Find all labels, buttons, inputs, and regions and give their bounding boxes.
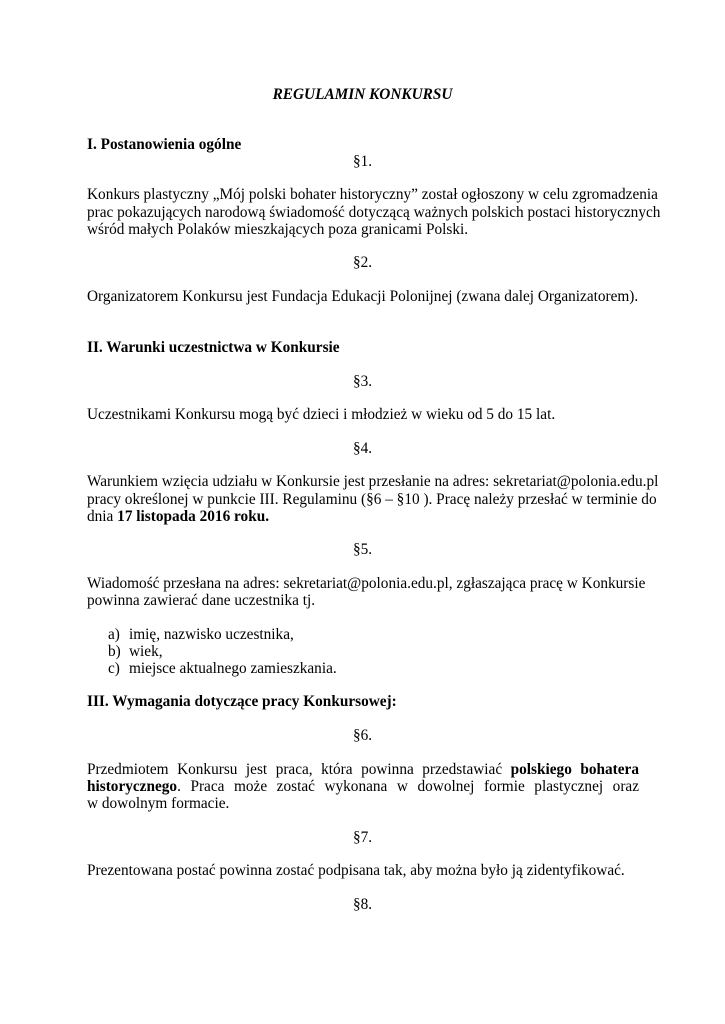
list-item (108, 643, 163, 661)
deadline-date: 17 listopada 2016 roku. (117, 508, 270, 525)
subject-emphasis: polskiego bohatera (510, 761, 639, 778)
list-item-text: imię, nazwisko uczestnika, (129, 626, 294, 643)
paragraph-number-4: §4. (352, 440, 373, 457)
paragraph-5-line-2: powinna zawierać dane uczestnika tj. (87, 592, 316, 609)
list-item (108, 660, 337, 678)
paragraph-number-6: §6. (352, 727, 373, 744)
paragraph-4-line-3 (87, 508, 269, 526)
form-text: . Praca może zostać wykonana w dowolnej formie plastycznej oraz (177, 778, 639, 795)
paragraph-3-text: Uczestnikami Konkursu mogą być dzieci i młodzież w wieku od 5 do 15 lat. (87, 406, 556, 423)
paragraph-1-line-1: Konkurs plastyczny „Mój polski bohater historyczny” został ogłoszony w celu zgromadzenia (87, 186, 658, 203)
list-item (108, 626, 294, 644)
paragraph-6-line-2 (87, 778, 639, 796)
paragraph-number-5: §5. (352, 541, 373, 558)
list-marker: c) (108, 660, 120, 677)
paragraph-4-line-2: pracy określonej w punkcie III. Regulaminu (§6 – §10 ). Pracę należy przesłać w terminie do (87, 491, 657, 508)
paragraph-2-text: Organizatorem Konkursu jest Fundacja Edukacji Polonijnej (zwana dalej Organizatorem). (87, 288, 639, 305)
paragraph-7-text: Prezentowana postać powinna zostać podpisana tak, aby można było ją zidentyfikować. (87, 862, 625, 879)
paragraph-1-line-2: prac pokazujących narodową świadomość dotyczącą ważnych polskich postaci historycznych (87, 204, 661, 221)
list-marker: a) (108, 626, 120, 643)
deadline-prefix: dnia (87, 508, 118, 525)
paragraph-number-7: §7. (352, 829, 373, 846)
section-heading-general: I. Postanowienia ogólne (87, 136, 242, 153)
list-item-text: miejsce aktualnego zamieszkania. (129, 660, 337, 677)
section-heading-participation: II. Warunki uczestnictwa w Konkursie (87, 339, 340, 356)
paragraph-6-line-3: w dowolnym formacie. (87, 795, 230, 812)
paragraph-number-1: §1. (352, 153, 373, 170)
subject-text: Przedmiotem Konkursu jest praca, która powinna przedstawiać (87, 761, 511, 778)
list-item-text: wiek, (129, 643, 163, 660)
section-heading-requirements: III. Wymagania dotyczące pracy Konkursowej: (87, 693, 397, 710)
subject-emphasis-cont: historycznego (87, 778, 178, 795)
paragraph-6-line-1 (87, 761, 639, 779)
paragraph-number-3: §3. (352, 373, 373, 390)
paragraph-4-line-1: Warunkiem wzięcia udziału w Konkursie jest przesłanie na adres: sekretariat@polonia.edu.pl (87, 473, 659, 490)
list-marker: b) (108, 643, 121, 660)
document-title: REGULAMIN KONKURSU (272, 86, 453, 103)
paragraph-number-2: §2. (352, 254, 373, 271)
paragraph-5-line-1: Wiadomość przesłana na adres: sekretariat@polonia.edu.pl, zgłaszająca pracę w Konkursie (87, 575, 646, 592)
paragraph-1-line-3: wśród małych Polaków mieszkających poza granicami Polski. (87, 221, 469, 238)
paragraph-number-8: §8. (352, 896, 373, 913)
